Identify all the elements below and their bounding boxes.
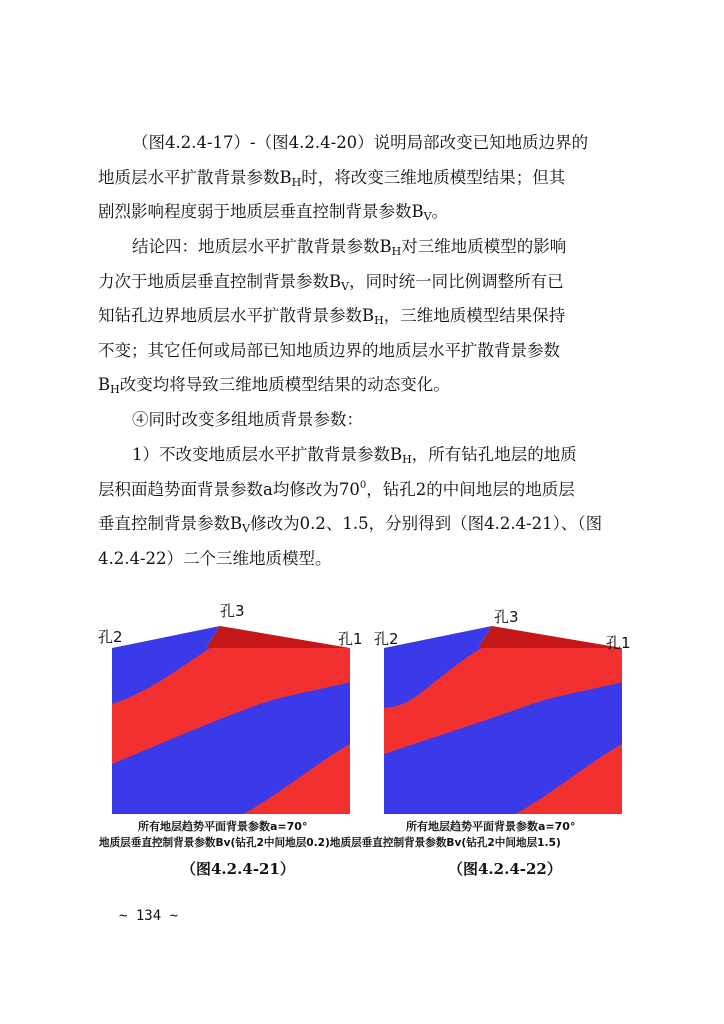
text-line: 剧烈影响程度弱于地质层垂直控制背景参数$B_V$。 (98, 202, 449, 223)
figure-1-caption: 所有地层趋势平面背景参数a=70° (138, 820, 308, 833)
paragraph-3 (98, 403, 636, 438)
figure-1-number: （图4.2.4-21） (181, 860, 295, 878)
hole-1-label: 孔1 (606, 634, 631, 652)
text-line: 力次于地质层垂直控制背景参数$B_V$，同时统一同比例调整所有已 (98, 271, 564, 293)
paragraph-4 (98, 438, 636, 576)
text-line: 地质层水平扩散背景参数$B_H$时，将改变三维地质模型结果；但其 (98, 167, 566, 189)
text-line: ④同时改变多组地质背景参数： (132, 410, 363, 429)
page-number: ~ 134 ~ (119, 908, 179, 924)
paragraph-2 (98, 230, 636, 403)
figure-4-2-4-21 (98, 602, 363, 814)
hole-3-label: 孔3 (220, 602, 245, 620)
figure-4-2-4-22 (372, 604, 630, 814)
geologic-model-image (100, 604, 358, 814)
figure-2-caption: 所有地层趋势平面背景参数a=70° (406, 820, 576, 833)
hole-3-label: 孔3 (494, 608, 519, 626)
geologic-model-image (372, 604, 630, 814)
hole-2-label: 孔2 (98, 628, 123, 646)
text-line: 垂直控制背景参数$B_V$修改为0.2、1.5，分别得到（图4.2.4-21）、（图 (98, 514, 603, 535)
text-line: $B_H$改变均将导致三维地质模型结果的动态变化。 (98, 375, 450, 396)
text-line: 不变；其它任何或局部已知地质边界的地质层水平扩散背景参数 (98, 340, 560, 360)
text-line: 结论四：地质层水平扩散背景参数$B_H$对三维地质模型的影响 (132, 237, 567, 258)
hole-2-label: 孔2 (374, 630, 399, 648)
hole-1-label: 孔1 (338, 630, 363, 648)
text-line: （图4.2.4-17）-（图4.2.4-20）说明局部改变已知地质边界的 (132, 133, 589, 152)
text-line: 4.2.4-22）二个三维地质模型。 (98, 548, 332, 568)
figure-2-number: （图4.2.4-22） (448, 860, 562, 878)
text-line: 知钻孔边界地质层水平扩散背景参数$B_H$，三维地质模型结果保持 (98, 306, 566, 327)
text-line: 1）不改变地质层水平扩散背景参数$B_H$，所有钻孔地层的地质 (132, 445, 577, 466)
figure-caption-line-2: 地质层垂直控制背景参数Bv(钻孔2中间地层0.2)地质层垂直控制背景参数Bv(钻孔2中间地层1.5) (99, 837, 561, 849)
text-line: 层积面趋势面背景参数a均修改为$70^0$，钻孔2的中间地层的地质层 (98, 479, 575, 499)
paragraph-1 (98, 126, 636, 230)
